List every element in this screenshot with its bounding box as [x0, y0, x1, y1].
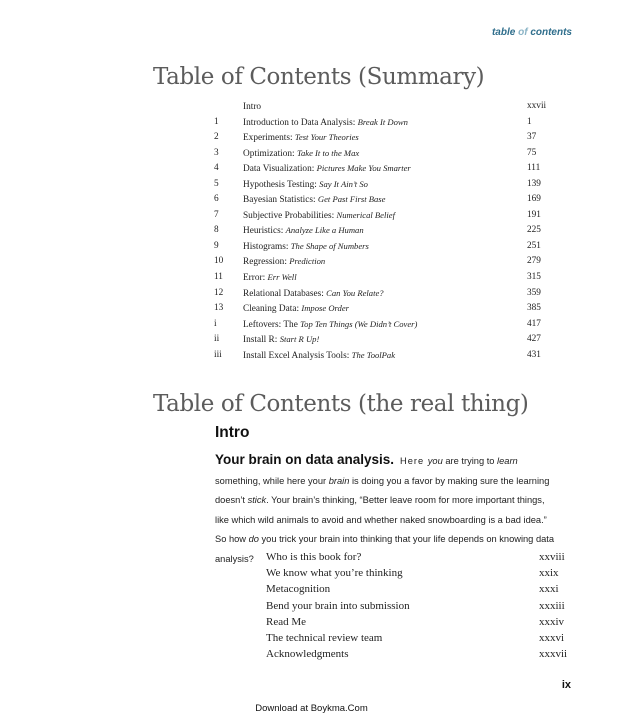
toc-page-number: 139 — [527, 178, 541, 189]
toc-title-subtitle: Err Well — [267, 272, 297, 283]
toc-title-subtitle: Test Your Theories — [294, 132, 359, 143]
section-page-number: xxxvi — [539, 631, 565, 644]
toc-page-number: 279 — [527, 256, 541, 267]
toc-page-number: xxvii — [527, 101, 547, 111]
header-word-of: of — [518, 27, 528, 38]
toc-title-subtitle: Pictures Make You Smarter — [316, 163, 411, 174]
toc-chapter-title — [243, 301, 349, 318]
toc-title-main: Regression: — [243, 257, 287, 268]
toc-title-main: Data Visualization: — [243, 164, 315, 175]
toc-row[interactable] — [213, 223, 553, 239]
toc-page-number: 385 — [527, 303, 541, 314]
section-title: Metacognition — [266, 583, 331, 596]
toc-title-main: Subjective Probabilities: — [243, 210, 335, 221]
toc-chapter-title — [243, 146, 359, 163]
toc-chapter-title — [243, 161, 411, 178]
section-page-number: xxix — [539, 567, 559, 580]
toc-page-number: 315 — [527, 272, 541, 283]
toc-chapter-title — [243, 177, 368, 194]
header-word-table: table — [491, 27, 516, 38]
toc-chapter-number: 10 — [214, 256, 224, 267]
toc-chapter-number: 3 — [214, 147, 219, 158]
summary-toc — [213, 99, 553, 363]
toc-title-subtitle: Get Past First Base — [317, 194, 386, 205]
running-header — [492, 27, 572, 38]
toc-row[interactable] — [213, 146, 553, 162]
section-title: Bend your brain into submission — [266, 599, 410, 612]
toc-title-subtitle: Take It to the Max — [296, 147, 360, 158]
intro-lead-sentence: Your brain on data analysis. — [215, 452, 395, 467]
toc-row[interactable] — [213, 239, 553, 255]
toc-title-subtitle: The Shape of Numbers — [290, 240, 369, 251]
toc-row[interactable] — [213, 161, 553, 177]
section-title: We know what you’re thinking — [266, 567, 403, 580]
intro-paragraph: Your brain on data analysis. Here you are trying to learn something, while here your brain is doing you a favor by making sure the learning doesn’t stick. Your brain’s thinking, “Better leave room for more important things, like which wild animals to avoid and whether naked snowboarding is a bad idea.” So how do you trick your brain into thinking that your life depends on knowing data analysis? — [215, 452, 555, 564]
toc-row[interactable] — [213, 208, 553, 224]
toc-title-main: Bayesian Statistics: — [243, 195, 316, 206]
toc-page-number: 111 — [527, 163, 541, 174]
toc-page-number: 75 — [527, 147, 537, 158]
section-row[interactable] — [266, 646, 576, 662]
toc-title-main: Install Excel Analysis Tools: — [243, 350, 350, 361]
toc-chapter-title — [243, 348, 395, 365]
toc-row[interactable] — [213, 270, 553, 286]
toc-row[interactable] — [213, 192, 553, 208]
toc-title-main: Relational Databases: — [243, 288, 324, 299]
toc-chapter-number: 5 — [214, 178, 219, 189]
toc-title-main: Heuristics: — [243, 226, 284, 237]
toc-chapter-title — [243, 239, 369, 256]
toc-chapter-title — [243, 332, 319, 349]
toc-row[interactable] — [213, 254, 553, 270]
toc-page-number: 1 — [527, 116, 532, 127]
toc-title-subtitle: Break It Down — [357, 116, 408, 127]
section-page-number: xxxiv — [539, 615, 565, 628]
toc-title-subtitle: Can You Relate? — [326, 287, 384, 298]
section-page-number: xxviii — [539, 551, 565, 563]
toc-chapter-number: 2 — [214, 132, 219, 143]
section-row[interactable] — [266, 614, 576, 630]
toc-chapter-number: 7 — [214, 209, 219, 220]
toc-row[interactable] — [213, 115, 553, 131]
toc-row[interactable] — [213, 348, 553, 364]
section-row[interactable] — [266, 549, 576, 565]
toc-chapter-number: 11 — [214, 272, 223, 283]
toc-chapter-title — [243, 115, 408, 132]
toc-page-number: 191 — [527, 209, 541, 220]
toc-title-main: Histograms: — [243, 241, 289, 252]
toc-chapter-number: 13 — [214, 303, 224, 314]
toc-chapter-number: 1 — [214, 116, 219, 127]
section-page-number: xxxvii — [539, 648, 568, 661]
toc-chapter-title — [243, 254, 325, 271]
section-title: Acknowledgments — [266, 648, 349, 661]
toc-row[interactable] — [213, 317, 553, 333]
toc-chapter-title — [243, 317, 417, 334]
toc-chapter-title — [243, 208, 395, 225]
toc-chapter-number: ii — [214, 334, 220, 345]
section-title: Who is this book for? — [266, 551, 362, 563]
toc-title-main: Leftovers: The — [243, 319, 298, 330]
toc-title-main: Install R: — [243, 335, 278, 346]
toc-title-subtitle: Analyze Like a Human — [285, 225, 364, 236]
toc-chapter-number: 8 — [214, 225, 219, 236]
toc-chapter-title — [243, 223, 364, 240]
section-row[interactable] — [266, 630, 576, 646]
toc-page-number: 359 — [527, 287, 541, 298]
real-toc-heading: Table of Contents (the real thing) — [153, 391, 529, 417]
toc-title-main: Error: — [243, 273, 266, 284]
download-footer: Download at Boykma.Com — [255, 703, 368, 714]
toc-row[interactable] — [213, 130, 553, 146]
header-word-contents: contents — [530, 27, 572, 38]
toc-title-main: Optimization: — [243, 148, 295, 159]
section-row[interactable] — [266, 565, 576, 581]
toc-chapter-number: 12 — [214, 287, 224, 298]
toc-title-main: Introduction to Data Analysis: — [243, 117, 356, 128]
toc-row[interactable] — [213, 286, 553, 302]
toc-row[interactable] — [213, 301, 553, 317]
toc-row[interactable] — [213, 332, 553, 348]
toc-page-number: 417 — [527, 318, 541, 329]
toc-title-subtitle: Prediction — [289, 256, 326, 267]
toc-page-number: 251 — [527, 240, 541, 251]
toc-chapter-title — [243, 192, 385, 209]
toc-row[interactable] — [213, 99, 553, 115]
section-row[interactable] — [266, 598, 576, 614]
toc-title-subtitle: Impose Order — [301, 303, 350, 314]
toc-title-main: Intro — [243, 102, 262, 112]
toc-row[interactable] — [213, 177, 553, 193]
section-title: The technical review team — [266, 631, 383, 644]
toc-title-subtitle: Top Ten Things (We Didn’t Cover) — [300, 318, 418, 329]
page-number: ix — [561, 679, 571, 691]
toc-page-number: 427 — [527, 334, 541, 345]
toc-title-subtitle: Start R Up! — [279, 334, 320, 345]
section-row[interactable] — [266, 581, 576, 597]
toc-title-subtitle: Say It Ain’t So — [319, 178, 368, 189]
section-page-number: xxxiii — [539, 599, 565, 612]
section-title: Read Me — [266, 615, 307, 628]
toc-chapter-title — [243, 286, 384, 303]
toc-title-subtitle: The ToolPak — [351, 349, 396, 360]
toc-page-number: 169 — [527, 194, 541, 205]
toc-page-number: 37 — [527, 132, 537, 143]
toc-chapter-number: 9 — [214, 240, 219, 251]
toc-page-number: 431 — [527, 349, 541, 360]
toc-title-subtitle: Numerical Belief — [336, 209, 395, 220]
intro-heading: Intro — [215, 424, 250, 441]
intro-section-list — [266, 549, 576, 662]
section-page-number: xxxi — [539, 583, 559, 596]
toc-title-main: Hypothesis Testing: — [243, 179, 317, 190]
toc-chapter-number: iii — [214, 349, 222, 360]
toc-chapter-number: 4 — [214, 163, 219, 174]
toc-chapter-title — [243, 99, 261, 116]
toc-page-number: 225 — [527, 225, 541, 236]
toc-chapter-title — [243, 270, 297, 287]
toc-chapter-number: 6 — [214, 194, 219, 205]
toc-title-main: Cleaning Data: — [243, 304, 300, 315]
summary-heading: Table of Contents (Summary) — [153, 64, 485, 90]
toc-chapter-number: i — [214, 318, 217, 329]
toc-title-main: Experiments: — [243, 133, 293, 144]
toc-chapter-title — [243, 130, 359, 147]
